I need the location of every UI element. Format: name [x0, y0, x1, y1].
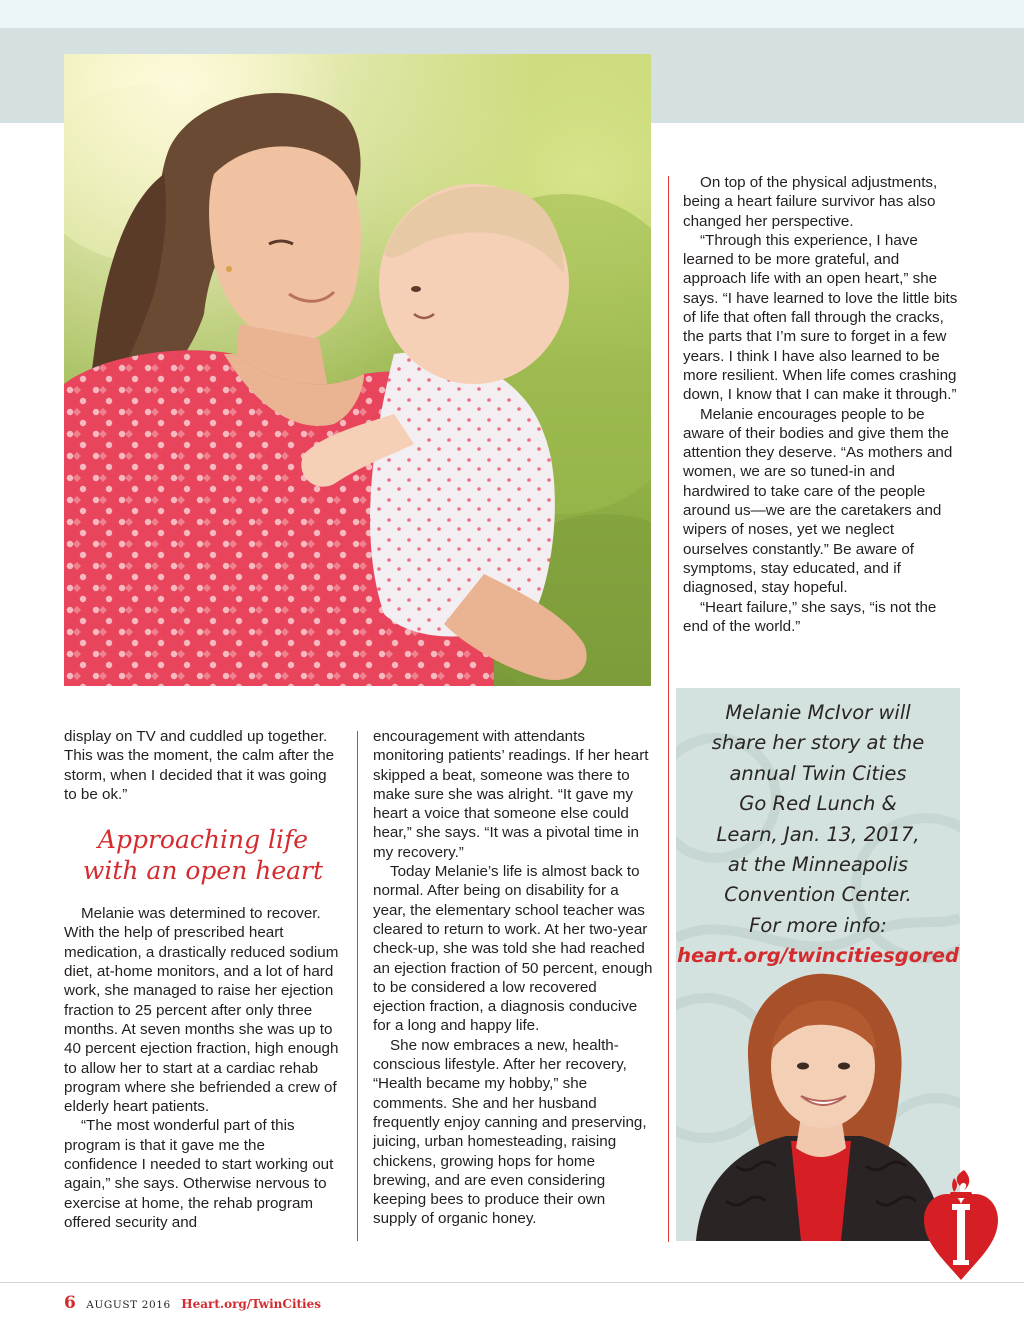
sidebar-line-8: For more info:	[749, 913, 887, 937]
sidebar-line-7: Convention Center.	[724, 883, 912, 907]
footer-site-link[interactable]: Heart.org/TwinCities	[181, 1297, 321, 1311]
column2-paragraph-2: Today Melanie’s life is almost back to normal. After being on disability for a year, the elementary school teacher was cleared to return to work. At her two-year check-up, she was told she had reached an ejection fraction of 50 percent, enough to be considered a low recovered ejection fraction, a diagnosis conducive for a long and happy life.	[373, 863, 653, 1035]
event-link[interactable]: heart.org/twincitiesgored	[677, 944, 959, 968]
sidebar-line-3: annual Twin Cities	[729, 761, 907, 785]
subheading-line-2: with an open heart	[82, 856, 324, 886]
column3-paragraph-3: Melanie encourages people to be aware of their bodies and give them the attention they deserve. “As mothers and women, we are so tuned-in and hardwired to take care of the people around us—we are the caretakers and wipers of noses, yet we neglect ourselves constantly.” Be aware of symptoms, stay educated, and if diagnosed, stay hopeful.	[683, 405, 953, 597]
sidebar-line-1: Melanie McIvor will	[725, 701, 911, 724]
melanie-portrait	[676, 966, 960, 1241]
heart-torch-logo	[924, 1168, 998, 1286]
sidebar-event-text	[676, 698, 960, 972]
column3-paragraph-2: “Through this experience, I have learned to be more grateful, and approach life with an open heart,” she says. “I have learned to love the little bits of life that often fall through the cracks, the parts that I’m sure to forget in a few years. I think I have also learned to be more resilient. When life comes crashing down, I know that I can make it through.”	[683, 231, 958, 404]
column3-paragraph-4: “Heart failure,” she says, “is not the end of the world.”	[683, 598, 937, 635]
page-footer	[64, 1293, 321, 1317]
hero-photo-illustration	[64, 54, 651, 686]
subheading-line-1: Approaching life	[97, 825, 309, 855]
sidebar-line-5: Learn, Jan. 13, 2017,	[716, 822, 920, 846]
article-column-3	[683, 173, 961, 636]
column1-paragraph-3: “The most wonderful part of this program is that it gave me the confidence I needed to start working out again,” she says. Otherwise nervous to exercise at home, the rehab program offered security and	[64, 1117, 334, 1231]
article-column-1	[64, 727, 342, 1232]
footer-rule	[0, 1282, 1024, 1283]
section-subheading	[64, 824, 342, 886]
sidebar-line-6: at the Minneapolis	[727, 853, 909, 877]
column-divider-1	[357, 731, 358, 1241]
event-sidebar	[676, 688, 960, 1241]
sidebar-line-4: Go Red Lunch &	[739, 792, 897, 816]
column2-paragraph-3: She now embraces a new, health-conscious lifestyle. After her recovery, “Health became my hobby,” she comments. She and her husband frequently enjoy canning and preserving, juicing, urban homesteading, raising chickens, growing hops for home brewing, and are even considering keeping bees to produce their own supply of organic honey.	[373, 1036, 647, 1228]
issue-date: AUGUST 2016	[86, 1299, 171, 1311]
column-divider-2	[668, 176, 669, 1242]
column1-paragraph-2: Melanie was determined to recover. With the help of prescribed heart medication, a drastically reduced sodium diet, at-home monitors, and a lot of hard work, she managed to raise her ejection fraction to 25 percent after only three months. At seven months she was up to 40 percent ejection fraction, high enough to allow her to start at a cardiac rehab program where she befriended a crew of elderly heart patients.	[64, 905, 339, 1116]
top-strip	[0, 0, 1024, 28]
article-column-2	[373, 727, 653, 1229]
column1-paragraph-1: display on TV and cuddled up together. This was the moment, the calm after the storm, when I decided that it was going to be ok.”	[64, 728, 335, 803]
column3-paragraph-1: On top of the physical adjustments, being a heart failure survivor has also changed her perspective.	[683, 174, 938, 230]
page-number: 6	[64, 1293, 76, 1313]
column2-paragraph-1: encouragement with attendants monitoring patients’ readings. If her heart skipped a beat, someone was there to make sure she was alright. “It gave my heart a voice that someone else could hear,” she says. “It was a pivotal time in my recovery.”	[373, 728, 649, 861]
hero-photo	[64, 54, 651, 686]
sidebar-line-2: share her story at the	[711, 731, 925, 755]
